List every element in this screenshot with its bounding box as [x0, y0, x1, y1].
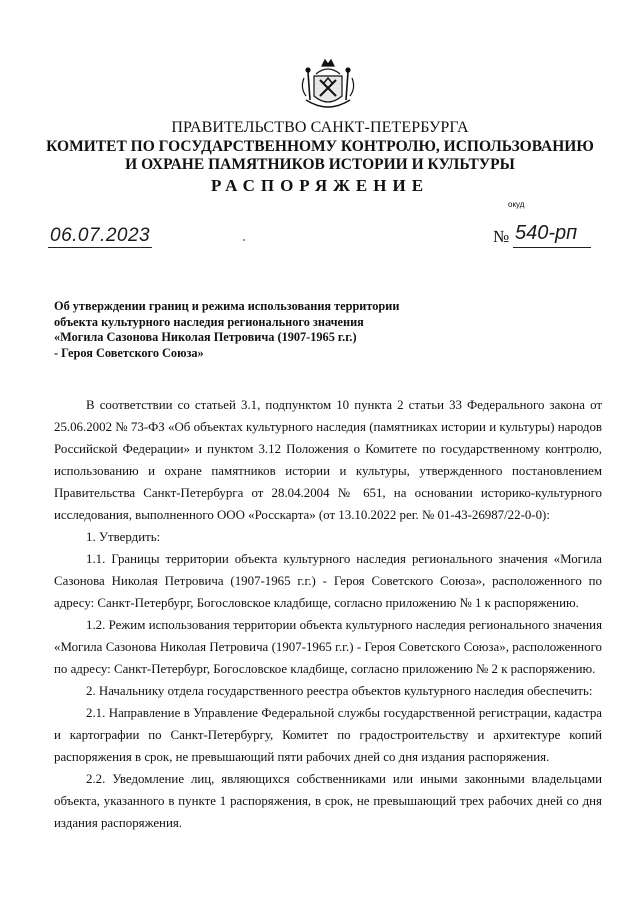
- title-line: «Могила Сазонова Николая Петровича (1907-1965 г.г.): [54, 330, 357, 344]
- paragraph-item-2-1: 2.1. Направление в Управление Федеральной службы государственной регистрации, кадастра и картографии по Санкт-Петербургу, Комитет по градостроительству и архитектуре копий распоряжения в срок, не превышающий пяти рабочих дней со дня издания распоряжения.: [54, 706, 602, 764]
- number-label: №: [493, 227, 510, 246]
- government-name: ПРАВИТЕЛЬСТВО САНКТ-ПЕТЕРБУРГА: [171, 119, 469, 136]
- coat-of-arms-icon: [298, 56, 358, 114]
- document-body: [54, 394, 602, 834]
- paragraph-preamble: В соответствии со статьей 3.1, подпунктом 10 пункта 2 статьи 33 Федерального закона от 25.06.2002 № 73-ФЗ «Об объектах культурного наследия (памятниках истории и культуры) народов Российской Федерации» и пунктом 3.12 Положения о Комитете по государственному контролю, использованию и охране памятников истории и культуры, утвержденного постановлением Правительства Санкт-Петербурга от 28.04.2004 № 651, на основании историко-культурного исследования, выполненного ООО «Росскарта» (от 13.10.2022 рег. № 01-43-26987/22-0-0):: [54, 398, 602, 522]
- okud-label: окуд: [508, 200, 525, 209]
- document-type: РАСПОРЯЖЕНИЕ: [210, 176, 430, 195]
- paragraph-item-2-2: 2.2. Уведомление лиц, являющихся собственниками или иными законными владельцами объекта, указанного в пункте 1 распоряжения, в срок, не превышающий трех рабочих дней со дня издания распоряжения.: [54, 772, 602, 830]
- date-underline: [48, 247, 152, 248]
- paragraph-item-1-1: 1.1. Границы территории объекта культурного наследия регионального значения «Могила Сазонова Николая Петровича (1907-1965 г.г.) - Героя Советского Союза», расположенного по адресу: Санкт-Петербург, Богословское кладбище, согласно приложению № 1 к распоряжению.: [54, 552, 602, 610]
- title-line: Об утверждении границ и режима использования территории: [54, 299, 400, 313]
- committee-line-1: КОМИТЕТ ПО ГОСУДАРСТВЕННОМУ КОНТРОЛЮ, ИСПОЛЬЗОВАНИЮ: [46, 138, 594, 155]
- document-title: [54, 299, 399, 361]
- document-number: 540-рп: [515, 222, 578, 244]
- committee-name: [0, 138, 640, 174]
- scan-dot: [243, 239, 245, 241]
- committee-line-2: И ОХРАНЕ ПАМЯТНИКОВ ИСТОРИИ И КУЛЬТУРЫ: [125, 156, 515, 173]
- document-date: 06.07.2023: [50, 225, 151, 246]
- paragraph-item-1-2: 1.2. Режим использования территории объекта культурного наследия регионального значения «Могила Сазонова Николая Петровича (1907-1965 г.г.) - Героя Советского Союза», расположенного по адресу: Санкт-Петербург, Богословское кладбище, согласно приложению № 2 к распоряжению.: [54, 618, 602, 676]
- number-underline: [513, 247, 591, 248]
- paragraph-item-1: 1. Утвердить:: [86, 530, 161, 544]
- paragraph-item-2: 2. Начальнику отдела государственного реестра объектов культурного наследия обеспечить:: [86, 684, 593, 698]
- title-line: объекта культурного наследия регионального значения: [54, 314, 364, 329]
- title-line: - Героя Советского Союза»: [54, 345, 204, 360]
